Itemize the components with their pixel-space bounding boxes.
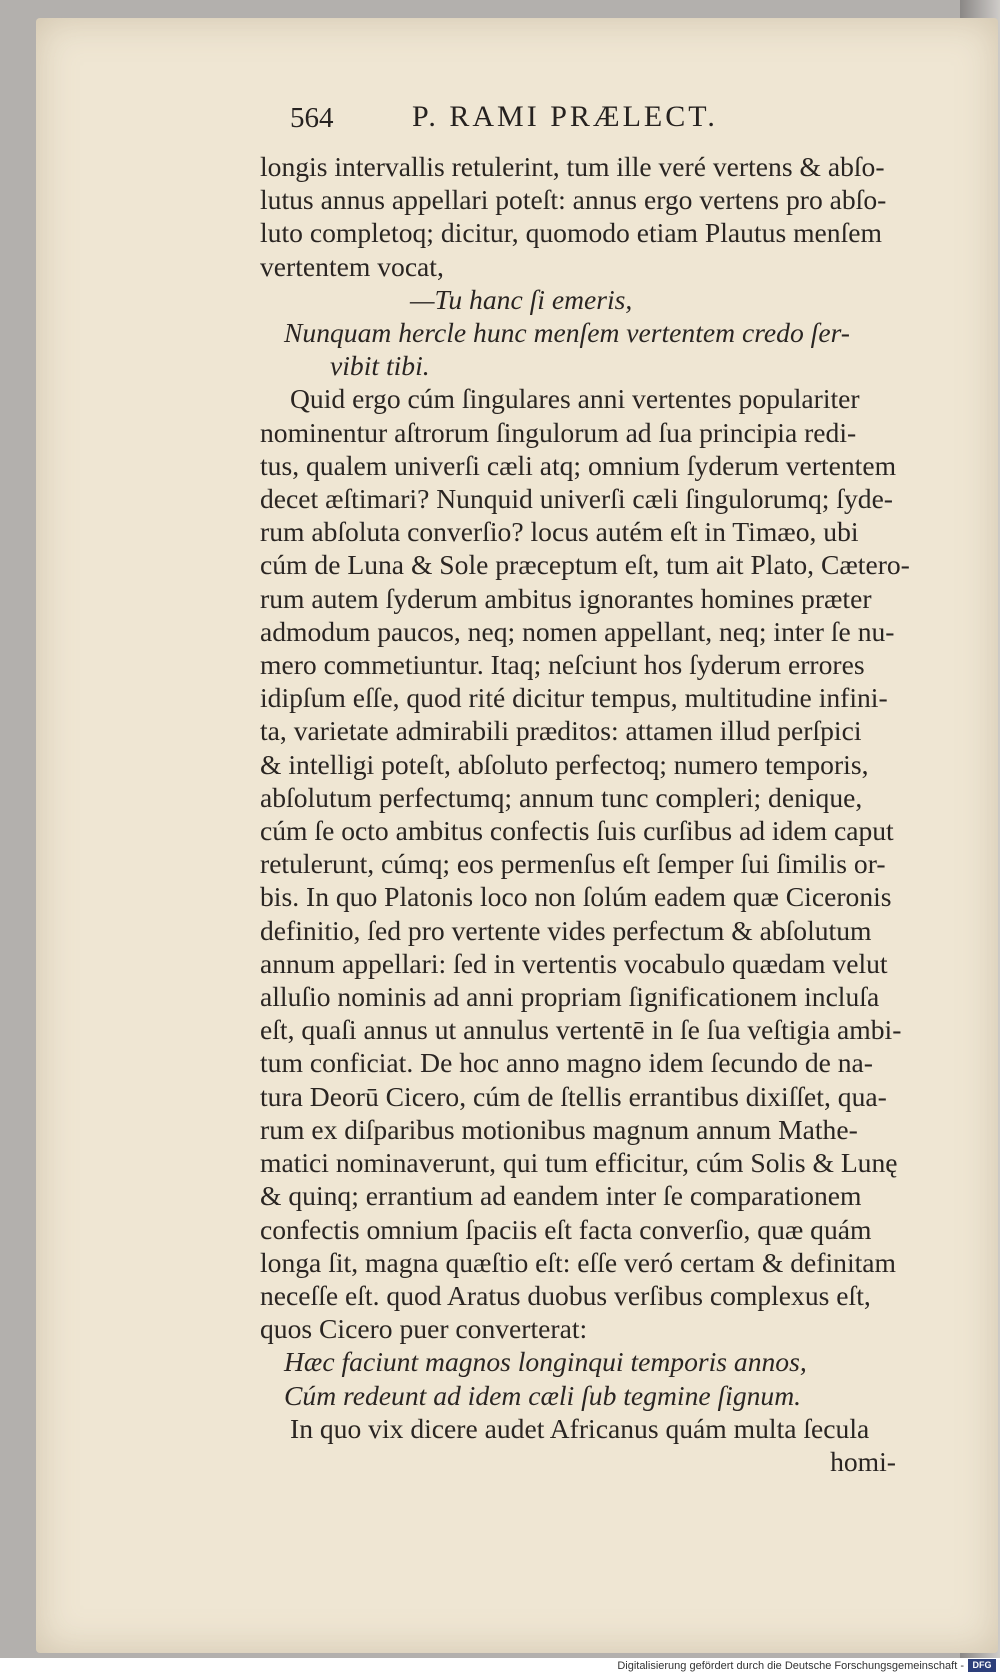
text-line: matici nominaverunt, qui tum efficitur, cúm Solis & Lunę: [260, 1147, 898, 1179]
dfg-logo: DFG: [968, 1659, 996, 1672]
text-line: rum ex diſparibus motionibus magnum annum Mathe-: [260, 1113, 858, 1145]
paragraph: [260, 1412, 910, 1478]
text-line: quos Cicero puer converterat:: [260, 1313, 588, 1345]
quotation-plautus: [260, 283, 910, 383]
text-line: tus, qualem univerſi cæli atq; omnium ſyderum vertentem: [260, 449, 897, 481]
text-line: admodum paucos, neq; nomen appellant, neq; inter ſe nu-: [260, 615, 895, 647]
text-line: ta, varietate admirabili præditos: attamen illud perſpici: [260, 715, 862, 747]
text-line: alluſio nominis ad anni propriam ſignificationem incluſa: [260, 981, 880, 1013]
catchword: homi-: [830, 1445, 896, 1477]
paragraph: [260, 382, 910, 1345]
text-line: In quo vix dicere audet Africanus quám multa ſecula: [290, 1412, 870, 1444]
text-line: longa ſit, magna quæſtio eſt: eſſe veró certam & definitam: [260, 1246, 897, 1278]
verse-line: vibit tibi.: [330, 350, 430, 382]
digitization-credit: Digitalisierung gefördert durch die Deutsche Forschungsgemeinschaft -: [617, 1660, 964, 1672]
text-line: abſolutum perfectumq; annum tunc compleri; denique,: [260, 781, 863, 813]
text-line: vertentem vocat,: [260, 250, 444, 282]
text-line: decet æſtimari? Nunquid univerſi cæli ſingulorumq; ſyde-: [260, 483, 893, 515]
text-line: & intelligi poteſt, abſoluto perfectoq; numero temporis,: [260, 748, 869, 780]
page-number: 564: [290, 102, 334, 134]
verse-line: —Tu hanc ſi emeris,: [410, 283, 633, 315]
text-line: lutus annus appellari poteſt: annus ergo vertens pro abſo-: [260, 184, 887, 216]
text-line: neceſſe eſt. quod Aratus duobus verſibus complexus eſt,: [260, 1279, 871, 1311]
verse-line: Nunquam hercle hunc menſem vertentem credo ſer-: [284, 317, 850, 349]
text-line: nominentur aſtrorum ſingulorum ad ſua principia redi-: [260, 416, 857, 448]
running-head: [262, 92, 842, 138]
text-line: idipſum eſſe, quod rité dicitur tempus, multitudine infini-: [260, 682, 888, 714]
running-title: P. RAMI PRÆLECT.: [412, 100, 718, 133]
text-line: tura Deorū Cicero, cúm de ſtellis errantibus dixiſſet, qua-: [260, 1080, 887, 1112]
text-line: confectis omnium ſpaciis eſt facta converſio, quæ quám: [260, 1213, 872, 1245]
text-line: rum autem ſyderum ambitus ignorantes homines præter: [260, 582, 872, 614]
text-line: cúm de Luna & Sole præceptum eſt, tum ait Plato, Cætero-: [260, 549, 910, 581]
text-line: & quinq; errantium ad eandem inter ſe comparationem: [260, 1180, 862, 1212]
text-line: longis intervallis retulerint, tum ille veré vertens & abſo-: [260, 151, 885, 182]
text-line: luto completoq; dicitur, quomodo etiam Plautus menſem: [260, 217, 882, 249]
text-line: eſt, quaſi annus ut annulus vertentē in ſe ſua veſtigia ambi-: [260, 1014, 902, 1046]
text-line: annum appellari: ſed in vertentis vocabulo quædam velut: [260, 947, 888, 979]
footer-band: [0, 1658, 1000, 1674]
text-line: tum conficiat. De hoc anno magno idem ſecundo de na-: [260, 1047, 873, 1079]
text-line: bis. In quo Platonis loco non ſolúm eadem quæ Ciceronis: [260, 881, 892, 913]
quotation-aratus: [260, 1345, 910, 1411]
text-line: definitio, ſed pro vertente vides perfectum & abſolutum: [260, 914, 872, 946]
text-line: mero commetiuntur. Itaq; neſciunt hos ſyderum errores: [260, 649, 865, 681]
text-line: rum abſoluta converſio? locus autém eſt in Timæo, ubi: [260, 516, 859, 548]
text-line: Quid ergo cúm ſingulares anni vertentes populariter: [290, 383, 860, 415]
verse-line: Cúm redeunt ad idem cæli ſub tegmine ſignum.: [284, 1379, 802, 1411]
verse-line: Hæc faciunt magnos longinqui temporis annos,: [284, 1346, 807, 1378]
text-line: cúm ſe octo ambitus confectis ſuis curſibus ad idem caput: [260, 815, 894, 847]
paragraph: [260, 150, 910, 283]
text-line: retulerunt, cúmq; eos permenſus eſt ſemper ſui ſimilis or-: [260, 848, 886, 880]
main-text: [260, 150, 910, 1478]
